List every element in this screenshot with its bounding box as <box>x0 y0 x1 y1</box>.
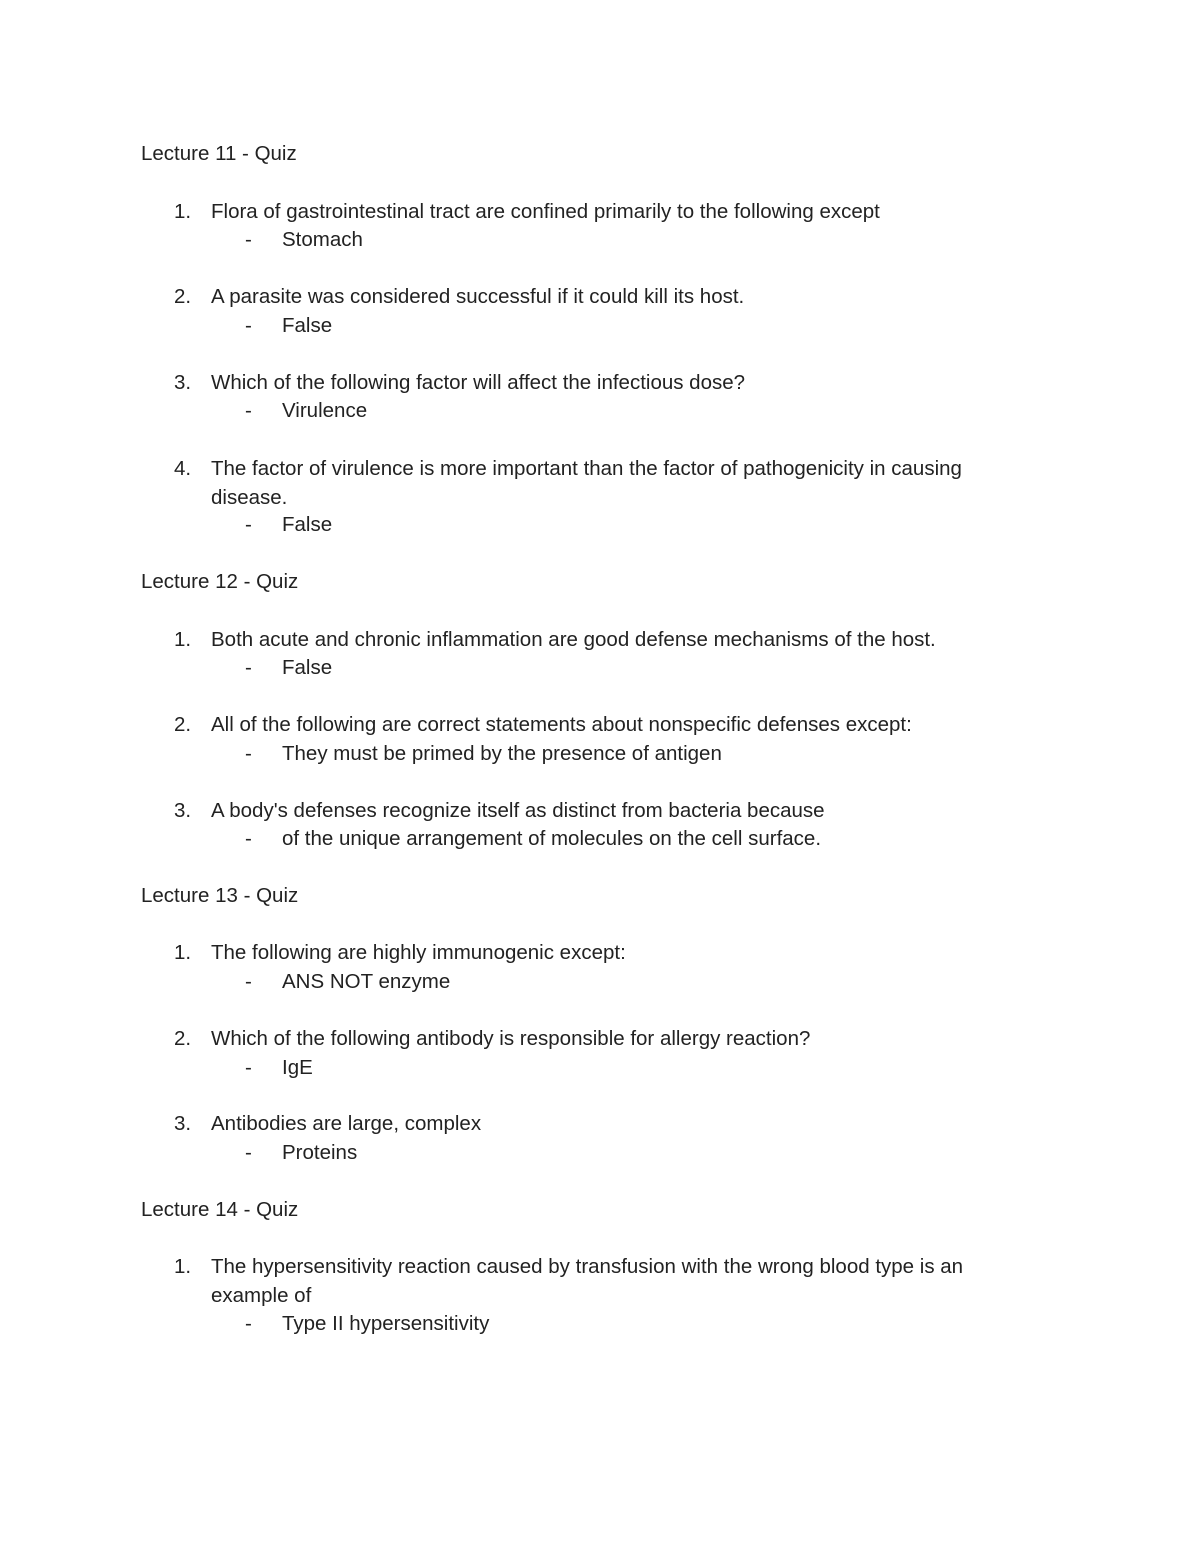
question-text: Both acute and chronic inflammation are good defense mechanisms of the host. <box>211 628 936 651</box>
question-text: All of the following are correct statements about nonspecific defenses except: <box>211 713 912 736</box>
answer-text: IgE <box>282 1056 313 1079</box>
answer-text: ANS NOT enzyme <box>282 970 451 993</box>
answer-bullet: - <box>245 314 252 337</box>
answer-bullet: - <box>245 742 252 765</box>
answer-bullet: - <box>245 399 252 422</box>
question-number: 2. <box>174 285 192 308</box>
question-number: 3. <box>174 371 192 394</box>
lecture-13-title: Lecture 13 - Quiz <box>141 884 299 907</box>
question-text: Which of the following antibody is responsible for allergy reaction? <box>211 1027 811 1050</box>
question-number: 4. <box>174 457 192 480</box>
answer-text: False <box>282 513 333 536</box>
answer-text: Proteins <box>282 1141 358 1164</box>
question-text: Which of the following factor will affect the infectious dose? <box>211 371 746 394</box>
question-number: 1. <box>174 200 192 223</box>
question-number: 2. <box>174 1027 192 1050</box>
answer-bullet: - <box>245 656 252 679</box>
question-number: 2. <box>174 713 192 736</box>
question-number: 1. <box>174 628 192 651</box>
lecture-11-title: Lecture 11 - Quiz <box>141 142 297 165</box>
answer-text: They must be primed by the presence of antigen <box>282 742 722 765</box>
question-text: Antibodies are large, complex <box>211 1112 482 1135</box>
question-number: 3. <box>174 799 192 822</box>
answer-text: False <box>282 656 333 679</box>
answer-text: of the unique arrangement of molecules on the cell surface. <box>282 827 822 850</box>
answer-text: False <box>282 314 333 337</box>
question-text: A body's defenses recognize itself as distinct from bacteria because <box>211 799 825 822</box>
answer-bullet: - <box>245 827 252 850</box>
question-text: The following are highly immunogenic except: <box>211 941 626 964</box>
answer-text: Virulence <box>282 399 368 422</box>
question-text: The hypersensitivity reaction caused by transfusion with the wrong blood type is an example of <box>211 1255 964 1307</box>
answer-text: Stomach <box>282 228 363 251</box>
answer-bullet: - <box>245 228 252 251</box>
question-number: 3. <box>174 1112 192 1135</box>
answer-bullet: - <box>245 1056 252 1079</box>
lecture-12-title: Lecture 12 - Quiz <box>141 570 299 593</box>
answer-bullet: - <box>245 1141 252 1164</box>
answer-bullet: - <box>245 513 252 536</box>
answer-bullet: - <box>245 970 252 993</box>
lecture-14-title: Lecture 14 - Quiz <box>141 1198 299 1221</box>
answer-bullet: - <box>245 1312 252 1335</box>
question-number: 1. <box>174 1255 192 1278</box>
question-text: A parasite was considered successful if it could kill its host. <box>211 285 745 308</box>
answer-text: Type II hypersensitivity <box>282 1312 490 1335</box>
question-number: 1. <box>174 941 192 964</box>
question-text: The factor of virulence is more important than the factor of pathogenicity in causing disease. <box>211 457 962 509</box>
question-text: Flora of gastrointestinal tract are confined primarily to the following except <box>211 200 880 223</box>
